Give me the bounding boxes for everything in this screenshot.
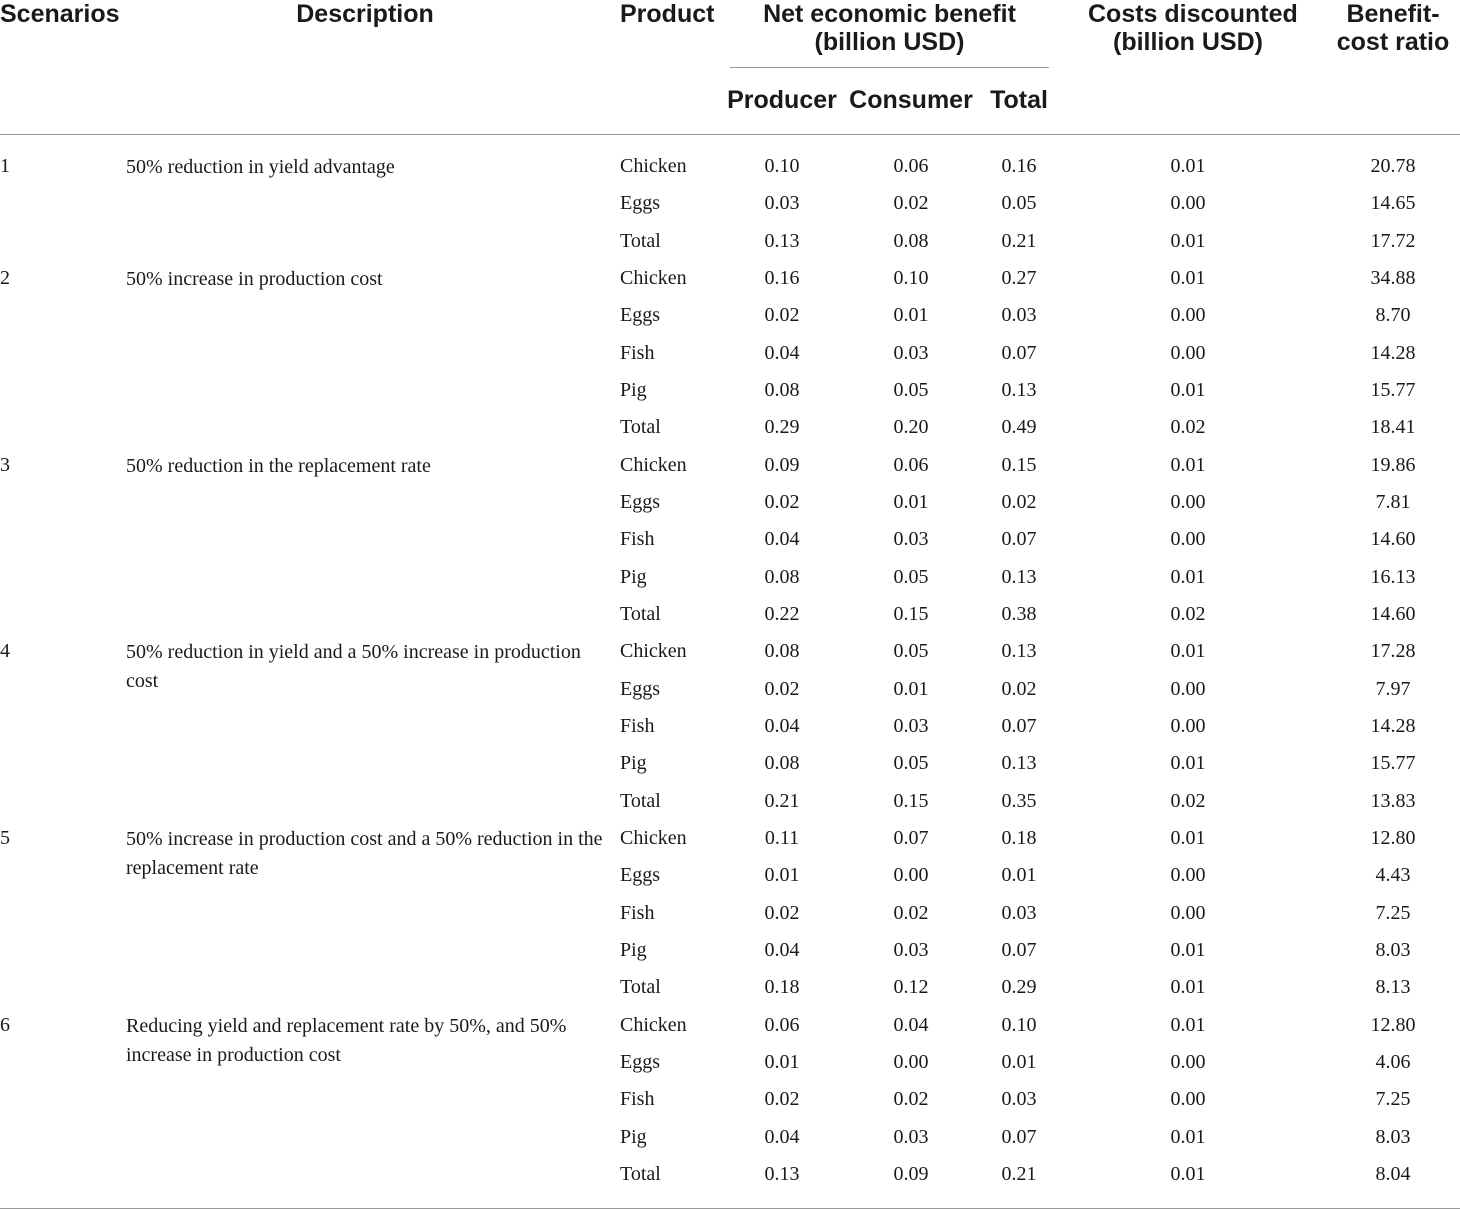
- cell-product: Chicken: [620, 267, 687, 289]
- cell-total: 0.07: [1001, 1125, 1037, 1148]
- cell-consumer: 0.04: [893, 1013, 929, 1036]
- table-row: [0, 302, 1460, 339]
- cell-producer: 0.01: [764, 1050, 800, 1073]
- cell-total: 0.05: [1001, 192, 1037, 215]
- cell-total: 0.13: [1001, 565, 1037, 588]
- cell-producer: 0.18: [764, 976, 800, 999]
- cell-scenario: 3: [0, 453, 10, 476]
- cell-product: Total: [620, 789, 661, 812]
- table-row: [0, 564, 1460, 601]
- cell-costs: 0.01: [1170, 229, 1206, 252]
- cell-consumer: 0.15: [893, 789, 929, 812]
- cell-total: 0.35: [1001, 789, 1037, 812]
- cell-bcr: 7.25: [1375, 901, 1411, 924]
- cell-consumer: 0.02: [893, 901, 929, 924]
- cell-bcr: 34.88: [1370, 267, 1416, 289]
- cell-scenario: 5: [0, 826, 10, 849]
- cell-costs: 0.01: [1170, 155, 1206, 177]
- cell-total: 0.29: [1001, 976, 1037, 999]
- cell-costs: 0.01: [1170, 938, 1206, 961]
- cell-bcr: 7.97: [1375, 677, 1411, 700]
- cell-consumer: 0.03: [893, 938, 929, 961]
- cell-costs: 0.00: [1170, 304, 1206, 327]
- header-net-benefit-line1: Net economic benefit: [763, 0, 1016, 28]
- cell-product: Eggs: [620, 677, 660, 700]
- table-row: [0, 265, 1460, 302]
- cell-total: 0.21: [1001, 229, 1037, 252]
- cell-producer: 0.04: [764, 714, 800, 737]
- cell-bcr: 16.13: [1370, 565, 1416, 588]
- cell-total: 0.01: [1001, 1050, 1037, 1073]
- header-bcr-line1: Benefit-: [1346, 0, 1440, 28]
- cell-product: Eggs: [620, 304, 660, 327]
- cell-consumer: 0.03: [893, 1125, 929, 1148]
- cell-producer: 0.04: [764, 528, 800, 551]
- cell-total: 0.15: [1001, 453, 1037, 476]
- cell-product: Pig: [620, 1125, 647, 1148]
- cell-producer: 0.02: [764, 491, 800, 513]
- header-description: Description: [296, 0, 434, 28]
- cell-bcr: 14.65: [1370, 192, 1416, 215]
- cell-total: 0.07: [1001, 528, 1037, 551]
- table-row: [0, 900, 1460, 937]
- table-row: [0, 414, 1460, 451]
- table-row: [0, 601, 1460, 638]
- cell-costs: 0.01: [1170, 565, 1206, 588]
- cell-producer: 0.01: [764, 864, 800, 887]
- table-row: [0, 1086, 1460, 1123]
- table-row: [0, 1049, 1460, 1086]
- cell-costs: 0.01: [1170, 379, 1206, 401]
- cell-costs: 0.01: [1170, 1162, 1206, 1185]
- cell-consumer: 0.05: [893, 565, 929, 588]
- header-costs-line1: Costs discounted: [1088, 0, 1298, 28]
- cell-product: Total: [620, 1162, 661, 1185]
- cell-total: 0.38: [1001, 603, 1037, 625]
- cell-costs: 0.02: [1170, 603, 1206, 625]
- cell-product: Fish: [620, 341, 655, 364]
- table-row: [0, 526, 1460, 563]
- cell-total: 0.49: [1001, 416, 1037, 439]
- cell-consumer: 0.00: [893, 1050, 929, 1073]
- cell-product: Eggs: [620, 192, 660, 215]
- table-row: [0, 153, 1460, 190]
- header-bcr-line2: cost ratio: [1336, 28, 1450, 56]
- header-scenarios: Scenarios: [0, 0, 120, 28]
- cell-producer: 0.10: [764, 155, 800, 177]
- cell-bcr: 8.04: [1375, 1162, 1411, 1185]
- cell-product: Chicken: [620, 1013, 687, 1036]
- cell-scenario: 1: [0, 155, 10, 177]
- table-row: [0, 788, 1460, 825]
- cell-bcr: 14.60: [1370, 603, 1416, 625]
- cell-product: Eggs: [620, 491, 660, 513]
- cell-bcr: 20.78: [1370, 155, 1416, 177]
- cell-producer: 0.22: [764, 603, 800, 625]
- cell-consumer: 0.10: [893, 267, 929, 289]
- cell-costs: 0.00: [1170, 1050, 1206, 1073]
- cell-costs: 0.00: [1170, 341, 1206, 364]
- cell-bcr: 14.28: [1370, 341, 1416, 364]
- cell-costs: 0.01: [1170, 453, 1206, 476]
- cell-consumer: 0.01: [893, 304, 929, 327]
- cell-description: 50% reduction in yield and a 50% increase in production cost: [126, 641, 581, 693]
- cell-product: Chicken: [620, 640, 687, 663]
- cell-producer: 0.02: [764, 677, 800, 700]
- cell-description: 50% increase in production cost and a 50% reduction in the replacement rate: [126, 827, 603, 879]
- cell-total: 0.02: [1001, 491, 1037, 513]
- cell-costs: 0.00: [1170, 677, 1206, 700]
- cell-producer: 0.03: [764, 192, 800, 215]
- cell-producer: 0.21: [764, 789, 800, 812]
- table-row: [0, 228, 1460, 265]
- cell-consumer: 0.15: [893, 603, 929, 625]
- cell-consumer: 0.06: [893, 453, 929, 476]
- bottom-rule: [0, 1208, 1460, 1209]
- cell-costs: 0.01: [1170, 976, 1206, 999]
- cell-total: 0.27: [1001, 267, 1037, 289]
- cell-total: 0.03: [1001, 901, 1037, 924]
- cell-costs: 0.00: [1170, 864, 1206, 887]
- cell-costs: 0.01: [1170, 640, 1206, 663]
- cell-producer: 0.08: [764, 752, 800, 775]
- cell-description: Reducing yield and replacement rate by 50%, and 50% increase in production cost: [126, 1014, 567, 1066]
- table-row: [0, 974, 1460, 1011]
- cell-product: Eggs: [620, 864, 660, 887]
- cell-consumer: 0.05: [893, 379, 929, 401]
- cell-producer: 0.02: [764, 1088, 800, 1111]
- cell-product: Chicken: [620, 826, 687, 849]
- cell-product: Chicken: [620, 453, 687, 476]
- cell-total: 0.03: [1001, 1088, 1037, 1111]
- header-total: Total: [990, 86, 1048, 114]
- cell-total: 0.07: [1001, 714, 1037, 737]
- header-product: Product: [620, 0, 715, 28]
- cell-producer: 0.04: [764, 938, 800, 961]
- cell-bcr: 8.03: [1375, 1125, 1411, 1148]
- cell-total: 0.13: [1001, 379, 1037, 401]
- cell-bcr: 15.77: [1370, 379, 1416, 401]
- cell-costs: 0.00: [1170, 528, 1206, 551]
- cell-scenario: 4: [0, 640, 10, 663]
- cell-description: 50% reduction in yield advantage: [126, 156, 395, 178]
- cell-producer: 0.04: [764, 1125, 800, 1148]
- table-row: [0, 340, 1460, 377]
- cell-total: 0.01: [1001, 864, 1037, 887]
- cell-total: 0.18: [1001, 826, 1037, 849]
- cell-producer: 0.06: [764, 1013, 800, 1036]
- cell-costs: 0.00: [1170, 491, 1206, 513]
- cell-costs: 0.00: [1170, 901, 1206, 924]
- header-producer: Producer: [727, 86, 837, 114]
- cell-product: Fish: [620, 528, 655, 551]
- cell-scenario: 2: [0, 267, 10, 289]
- table-row: [0, 676, 1460, 713]
- cell-consumer: 0.08: [893, 229, 929, 252]
- cell-product: Eggs: [620, 1050, 660, 1073]
- cell-producer: 0.02: [764, 901, 800, 924]
- cell-consumer: 0.02: [893, 192, 929, 215]
- cell-producer: 0.08: [764, 379, 800, 401]
- cell-consumer: 0.05: [893, 640, 929, 663]
- cell-costs: 0.01: [1170, 826, 1206, 849]
- cell-total: 0.13: [1001, 640, 1037, 663]
- cell-consumer: 0.09: [893, 1162, 929, 1185]
- cell-product: Total: [620, 229, 661, 252]
- header-costs-line2: (billion USD): [1113, 28, 1263, 56]
- header-rule: [0, 134, 1460, 135]
- cell-consumer: 0.12: [893, 976, 929, 999]
- cell-producer: 0.29: [764, 416, 800, 439]
- cell-bcr: 17.28: [1370, 640, 1416, 663]
- cell-bcr: 4.06: [1375, 1050, 1411, 1073]
- cell-product: Total: [620, 976, 661, 999]
- cell-bcr: 12.80: [1370, 1013, 1416, 1036]
- cell-producer: 0.09: [764, 453, 800, 476]
- header-subrule: [730, 67, 1049, 68]
- cell-consumer: 0.06: [893, 155, 929, 177]
- cell-total: 0.07: [1001, 341, 1037, 364]
- cell-product: Pig: [620, 565, 647, 588]
- cell-producer: 0.04: [764, 341, 800, 364]
- cell-producer: 0.08: [764, 640, 800, 663]
- header-consumer: Consumer: [849, 86, 973, 114]
- table-row: [0, 862, 1460, 899]
- cell-costs: 0.02: [1170, 789, 1206, 812]
- cell-producer: 0.16: [764, 267, 800, 289]
- cell-bcr: 19.86: [1370, 453, 1416, 476]
- cell-costs: 0.00: [1170, 1088, 1206, 1111]
- cell-consumer: 0.03: [893, 528, 929, 551]
- cell-total: 0.03: [1001, 304, 1037, 327]
- cell-costs: 0.00: [1170, 714, 1206, 737]
- table-row: [0, 190, 1460, 227]
- cell-description: 50% reduction in the replacement rate: [126, 454, 431, 477]
- cell-bcr: 7.25: [1375, 1088, 1411, 1111]
- cell-total: 0.21: [1001, 1162, 1037, 1185]
- cell-consumer: 0.20: [893, 416, 929, 439]
- cell-bcr: 14.60: [1370, 528, 1416, 551]
- cell-consumer: 0.03: [893, 714, 929, 737]
- table-row: [0, 937, 1460, 974]
- cell-producer: 0.02: [764, 304, 800, 327]
- cell-total: 0.10: [1001, 1013, 1037, 1036]
- cell-bcr: 15.77: [1370, 752, 1416, 775]
- cell-producer: 0.13: [764, 229, 800, 252]
- cell-bcr: 14.28: [1370, 714, 1416, 737]
- cell-scenario: 6: [0, 1013, 10, 1036]
- cell-bcr: 4.43: [1375, 864, 1411, 887]
- cell-bcr: 8.13: [1375, 976, 1411, 999]
- cell-product: Total: [620, 416, 661, 439]
- cell-total: 0.07: [1001, 938, 1037, 961]
- cell-producer: 0.13: [764, 1162, 800, 1185]
- cell-bcr: 8.70: [1375, 304, 1411, 327]
- cell-producer: 0.11: [764, 826, 800, 849]
- cell-consumer: 0.03: [893, 341, 929, 364]
- cell-costs: 0.01: [1170, 267, 1206, 289]
- table-row: [0, 713, 1460, 750]
- cell-product: Total: [620, 603, 661, 625]
- cell-costs: 0.01: [1170, 1125, 1206, 1148]
- table-row: [0, 377, 1460, 414]
- cell-producer: 0.08: [764, 565, 800, 588]
- table-row: [0, 452, 1460, 489]
- cell-total: 0.13: [1001, 752, 1037, 775]
- cell-costs: 0.01: [1170, 752, 1206, 775]
- cell-total: 0.02: [1001, 677, 1037, 700]
- cell-total: 0.16: [1001, 155, 1037, 177]
- cell-bcr: 13.83: [1370, 789, 1416, 812]
- cell-costs: 0.00: [1170, 192, 1206, 215]
- cell-bcr: 8.03: [1375, 938, 1411, 961]
- cell-product: Pig: [620, 938, 647, 961]
- cell-product: Pig: [620, 379, 647, 401]
- cell-consumer: 0.01: [893, 491, 929, 513]
- cell-description: 50% increase in production cost: [126, 268, 383, 290]
- cell-bcr: 17.72: [1370, 229, 1416, 252]
- cell-consumer: 0.02: [893, 1088, 929, 1111]
- cell-bcr: 18.41: [1370, 416, 1416, 439]
- cell-costs: 0.02: [1170, 416, 1206, 439]
- cell-consumer: 0.07: [893, 826, 929, 849]
- table-row: [0, 1124, 1460, 1161]
- header-net-benefit-line2: (billion USD): [814, 28, 965, 56]
- table-row: [0, 1161, 1460, 1198]
- cell-costs: 0.01: [1170, 1013, 1206, 1036]
- cell-bcr: 7.81: [1375, 491, 1411, 513]
- cell-consumer: 0.01: [893, 677, 929, 700]
- cell-product: Chicken: [620, 155, 687, 177]
- cell-product: Fish: [620, 1088, 655, 1111]
- table-row: [0, 750, 1460, 787]
- cell-product: Fish: [620, 714, 655, 737]
- cell-consumer: 0.05: [893, 752, 929, 775]
- cell-consumer: 0.00: [893, 864, 929, 887]
- table-row: [0, 489, 1460, 526]
- cell-product: Pig: [620, 752, 647, 775]
- cell-product: Fish: [620, 901, 655, 924]
- cell-bcr: 12.80: [1370, 826, 1416, 849]
